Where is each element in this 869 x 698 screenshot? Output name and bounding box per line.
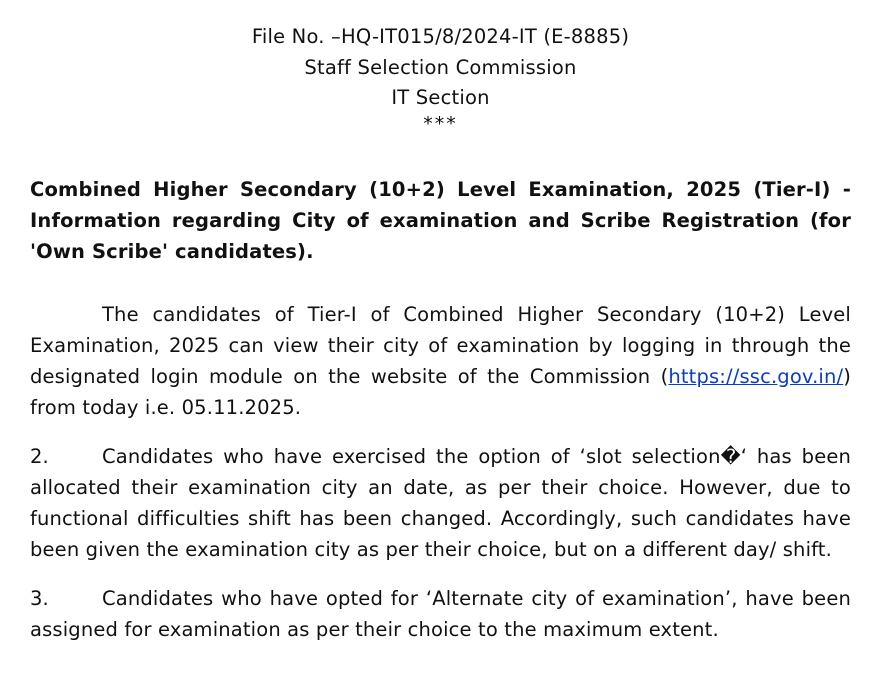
ssc-website-link[interactable]: https://ssc.gov.in/ bbox=[668, 364, 844, 388]
organization-name: Staff Selection Commission bbox=[304, 55, 577, 79]
notice-subject: Combined Higher Secondary (10+2) Level Examination, 2025 (Tier-I) - Information regarding City of examination and Scribe Registration (for 'Own Scribe' candidates). bbox=[30, 177, 851, 263]
paragraph-3-text: Candidates who have opted for ‘Alternate city of examination’, have been assigned for examination as per their choice to the maximum extent. bbox=[30, 586, 851, 641]
paragraph-2-text: Candidates who have exercised the option of ‘slot selection�‘ has been allocated their examination city an date, as per their choice. However, due to functional difficulties shift has been changed. Accordingly, such candidates have been given the examination city as per their choice, but on a different day/ shift. bbox=[30, 444, 851, 561]
paragraph-1-text-end: ) from today i.e. 05.11.2025. bbox=[30, 364, 851, 419]
paragraph-3-number: 3. bbox=[30, 586, 49, 610]
section-name: IT Section bbox=[391, 86, 490, 109]
paragraph-2-number: 2. bbox=[30, 444, 49, 468]
document-header bbox=[30, 22, 851, 114]
file-number: File No. –HQ-IT015/8/2024-IT (E-8885) bbox=[251, 25, 630, 48]
paragraph-2 bbox=[30, 441, 851, 565]
separator-stars: *** bbox=[423, 112, 458, 135]
notice-document bbox=[30, 22, 851, 645]
paragraph-3 bbox=[30, 583, 851, 645]
paragraph-1-text-start: The candidates of Tier-I of Combined Higher Secondary (10+2) Level Examination, 2025 can view their city of examination by logging in through the designated login module on the website of the Commission ( bbox=[30, 302, 851, 388]
paragraph-1 bbox=[30, 299, 851, 423]
